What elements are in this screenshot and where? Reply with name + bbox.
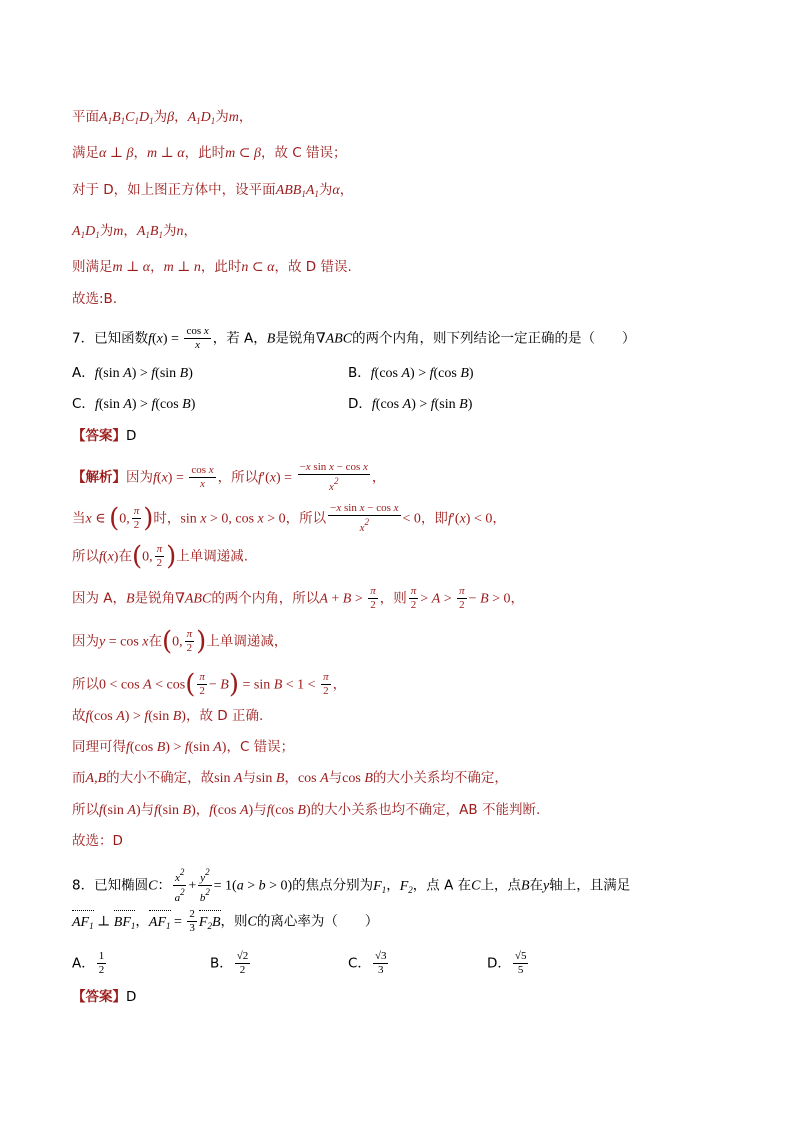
line-plane-beta: 平面$A_1B_1C_1D_1$为β，$A_1D_1$为m， xyxy=(72,109,253,126)
line-condition-c: 满足α ⊥ β，m ⊥ α，此时m ⊂ β，故 C 错误； xyxy=(72,145,347,161)
option-8b: B． $\frac{√2}{2}$ xyxy=(210,950,249,976)
solution-line-5: 因为y = cos x在(0, $\frac{\pi}{2}$ )上单调递减， xyxy=(72,626,288,657)
line-condition-d: 则满足m ⊥ α，m ⊥ n，此时n ⊂ α，故 D 错误. xyxy=(72,259,352,275)
answer-7: 【答案】D xyxy=(72,428,137,444)
option-7b: B．f(cos A) > f(cos B) xyxy=(348,365,474,381)
solution-line-1: 【解析】因为f(x) = $\frac{\text{cos x}}{x}$ ，所以f′(x) = $\frac{\text{−x sin x − cos x}}{x^2}$ ， xyxy=(72,461,386,493)
line-lines-mn: $A_1D_1$为m，$A_1B_1$为n， xyxy=(72,223,197,240)
option-8a: A． $\frac{1}{2}$ xyxy=(72,950,105,976)
question-7: 7．已知函数f(x) = $\frac{\text{cos x}}{x}$ ，若 A，B是锐角∇ABC的两个内角，则下列结论一定正确的是（ ） xyxy=(72,325,636,351)
option-8c: C． $\frac{√3}{3}$ xyxy=(348,950,387,976)
line-option-d: 对于 D，如上图正方体中，设平面$ABB_1A_1$为α， xyxy=(72,182,354,199)
solution-line-8: 同理可得f(cos B) > f(sin A)，C 错误； xyxy=(72,739,295,755)
solution-line-6: 所以0 < cos A < cos( $\frac{\pi}{2}$ − B) = sin B < 1 < $\frac{\pi}{2}$ ， xyxy=(72,669,347,700)
solution-line-11: 故选：D xyxy=(72,833,123,849)
fraction-cosx-x: $\frac{\text{cos x}}{x}$ xyxy=(186,325,209,351)
option-7a: A．f(sin A) > f(sin B) xyxy=(72,365,193,381)
option-8d: D． $\frac{√5}{5}$ xyxy=(487,950,527,976)
question-8: 8．已知椭圆C： $\frac{x^2}{a^2}$ + $\frac{y^2}{b^2}$ = 1(a > b > 0)的焦点分别为$F_1$，$F_2$，点 A 在C上，点B在y轴上，且满足 xyxy=(72,867,631,904)
option-7d: D．f(cos A) > f(sin B) xyxy=(348,396,473,412)
solution-line-3: 所以f(x)在(0, $\frac{\pi}{2}$ )上单调递减. xyxy=(72,541,249,572)
solution-line-9: 而A,B的大小不确定，故sin A与sin B，cos A与cos B的大小关系均不确定， xyxy=(72,770,508,786)
solution-line-4: 因为 A，B是锐角∇ABC的两个内角，所以A + B > $\frac{\pi}{2}$ ，则 $\frac{\pi}{2}$ > A > $\frac{\pi}{2}$ − B > 0， xyxy=(72,585,525,611)
solution-line-10: 所以f(sin A)与f(sin B)，f(cos A)与f(cos B)的大小关系也均不确定，AB 不能判断. xyxy=(72,802,541,818)
line-choose-b: 故选:B. xyxy=(72,291,118,307)
solution-line-2: 当x ∈ (0, $\frac{\pi}{2}$ )时，sin x > 0, cos x > 0，所以 $\frac{\text{−x sin x − cos x}}{x^2}$ < 0，即f′(x) < 0， xyxy=(72,502,506,534)
answer-8: 【答案】D xyxy=(72,989,137,1005)
question-8-conditions: $AF_1$ ⊥ $BF_1$，$AF_1$ = $\frac{2}{3}$ $F_2B$，则C的离心率为（ ） xyxy=(72,908,379,934)
option-7c: C．f(sin A) > f(cos B) xyxy=(72,396,196,412)
solution-line-7: 故f(cos A) > f(sin B)，故 D 正确. xyxy=(72,708,264,724)
